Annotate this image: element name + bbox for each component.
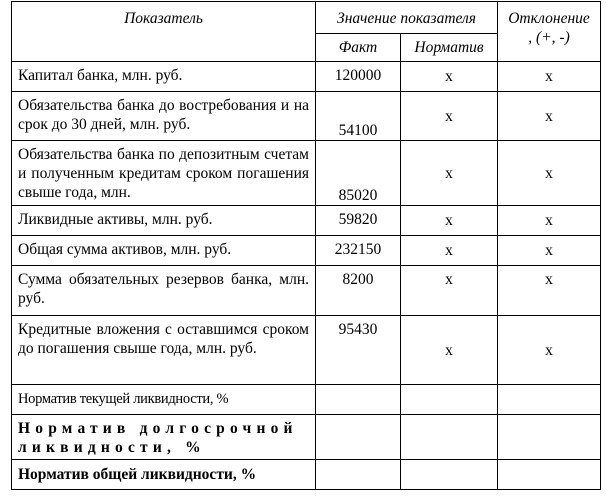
table-row — [12, 236, 601, 266]
cell-fact — [316, 385, 401, 415]
cell-deviation: x — [498, 266, 601, 316]
cell-norm — [401, 415, 498, 460]
table-row — [12, 92, 601, 141]
cell-norm — [401, 385, 498, 415]
table-row — [12, 266, 601, 316]
row-label-capital: Капитал банка, млн. руб. — [12, 62, 316, 92]
row-label-deposit-liabilities: Обязательства банка по депозитным счетам и полученным кредитам сроком погашения свыше года, млн. — [12, 141, 316, 206]
table-row — [12, 415, 601, 460]
cell-deviation: x — [498, 206, 601, 236]
cell-deviation: x — [498, 141, 601, 206]
header-norm: Норматив — [401, 34, 498, 62]
cell-norm — [401, 460, 498, 490]
cell-norm: x — [401, 141, 498, 206]
cell-fact: 232150 — [316, 236, 401, 266]
cell-fact: 8200 — [316, 266, 401, 316]
table-row — [12, 385, 601, 415]
cell-deviation — [498, 460, 601, 490]
row-label-demand-liabilities: Обязательства банка до востребования и на срок до 30 дней, млн. руб. — [12, 92, 316, 141]
liquidity-table — [11, 1, 601, 490]
cell-fact: 85020 — [316, 141, 401, 206]
table-row — [12, 460, 601, 490]
table-row — [12, 206, 601, 236]
cell-norm: x — [401, 62, 498, 92]
table-row — [12, 141, 601, 206]
header-deviation — [498, 2, 601, 62]
header-fact: Факт — [316, 34, 401, 62]
row-label-current-liquidity: Норматив текущей ликвидности, % — [12, 385, 316, 415]
table-header-row — [12, 2, 601, 34]
cell-deviation: x — [498, 236, 601, 266]
cell-fact: 120000 — [316, 62, 401, 92]
cell-deviation: x — [498, 316, 601, 385]
table-row — [12, 316, 601, 385]
table-row — [12, 62, 601, 92]
header-deviation-line2: , (+, -) — [528, 29, 570, 46]
cell-norm: x — [401, 316, 498, 385]
row-label-liquid-assets: Ликвидные активы, млн. руб. — [12, 206, 316, 236]
cell-norm: x — [401, 206, 498, 236]
cell-fact — [316, 460, 401, 490]
row-label-total-assets: Общая сумма активов, млн. руб. — [12, 236, 316, 266]
cell-deviation: x — [498, 92, 601, 141]
cell-fact: 54100 — [316, 92, 401, 141]
cell-fact — [316, 415, 401, 460]
row-label-long-term-liquidity-text: Норматив долгосрочной ликвидности, % — [18, 420, 298, 456]
cell-norm: x — [401, 92, 498, 141]
header-deviation-line1: Отклонение — [508, 10, 590, 27]
row-label-credit-investments: Кредитные вложения с оставшимся сроком до погашения свыше года, млн. руб. — [12, 316, 316, 385]
row-label-total-liquidity: Норматив общей ликвидности, % — [12, 460, 316, 490]
cell-deviation — [498, 415, 601, 460]
cell-fact: 59820 — [316, 206, 401, 236]
cell-deviation: x — [498, 62, 601, 92]
header-value-group: Значение показателя — [316, 2, 498, 34]
cell-norm: x — [401, 236, 498, 266]
row-label-mandatory-reserves: Сумма обязательных резервов банка, млн. руб. — [12, 266, 316, 316]
cell-fact: 95430 — [316, 316, 401, 385]
cell-norm: x — [401, 266, 498, 316]
header-indicator: Показатель — [12, 2, 316, 62]
row-label-long-term-liquidity — [12, 415, 316, 460]
cell-deviation — [498, 385, 601, 415]
